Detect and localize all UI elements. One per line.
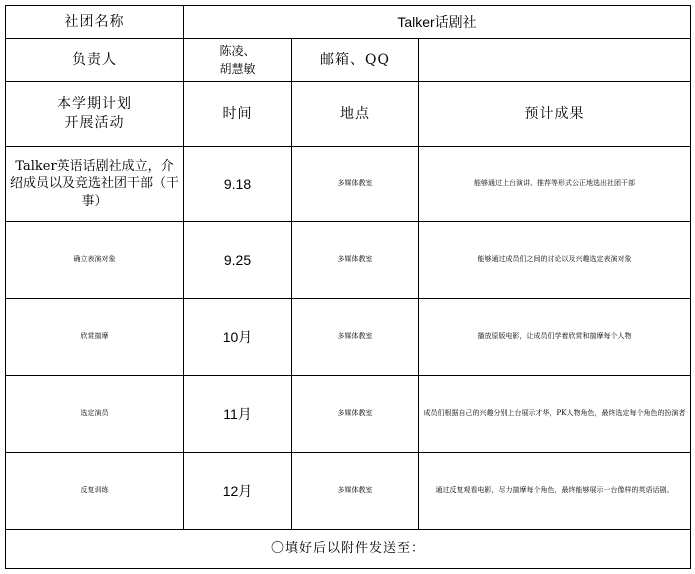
activity-cell: 确立表演对象 — [6, 222, 184, 299]
time-cell: 9.18 — [184, 147, 292, 222]
place-cell: 多媒体教室 — [292, 453, 419, 530]
leader-row — [6, 39, 691, 82]
table-row — [6, 453, 691, 530]
leader-value: 陈凌、 胡慧敏 — [184, 39, 292, 82]
time-column-header: 时间 — [184, 82, 292, 147]
result-column-header: 预计成果 — [419, 82, 691, 147]
leader-label: 负责人 — [6, 39, 184, 82]
time-cell: 9.25 — [184, 222, 292, 299]
club-name-row — [6, 6, 691, 39]
table-row — [6, 222, 691, 299]
result-cell: 播放原版电影，让成员们学着欣赏和揣摩每个人物 — [419, 299, 691, 376]
result-cell: 通过反复观看电影，尽力揣摩每个角色，最终能够展示一台像样的英语话剧。 — [419, 453, 691, 530]
table-row — [6, 299, 691, 376]
activity-cell: Talker英语话剧社成立，介绍成员以及竞选社团干部（干事） — [6, 147, 184, 222]
result-cell: 成员们根据自己的兴趣分别上台展示才华，PK人物角色，最终选定每个角色的扮演者 — [419, 376, 691, 453]
place-cell: 多媒体教室 — [292, 147, 419, 222]
submission-note: 〇填好后以附件发送至： — [6, 530, 691, 569]
place-cell: 多媒体教室 — [292, 299, 419, 376]
result-cell: 能够通过上台演讲、推荐等形式公正地选出社团干部 — [419, 147, 691, 222]
contact-value — [419, 39, 691, 82]
time-cell: 12月 — [184, 453, 292, 530]
activity-cell: 选定演员 — [6, 376, 184, 453]
place-cell: 多媒体教室 — [292, 376, 419, 453]
footer-row — [6, 530, 691, 569]
place-column-header: 地点 — [292, 82, 419, 147]
club-name-value: Talker话剧社 — [184, 6, 691, 39]
club-plan-table — [5, 5, 691, 569]
table-row — [6, 376, 691, 453]
place-cell: 多媒体教室 — [292, 222, 419, 299]
activity-column-header: 本学期计划 开展活动 — [6, 82, 184, 147]
activity-cell: 欣赏揣摩 — [6, 299, 184, 376]
time-cell: 10月 — [184, 299, 292, 376]
table-row — [6, 147, 691, 222]
time-cell: 11月 — [184, 376, 292, 453]
column-header-row — [6, 82, 691, 147]
result-cell: 能够通过成员们之间的讨论以及兴趣选定表演对象 — [419, 222, 691, 299]
club-name-label: 社团名称 — [6, 6, 184, 39]
activity-cell: 反复训练 — [6, 453, 184, 530]
contact-label: 邮箱、QQ — [292, 39, 419, 82]
